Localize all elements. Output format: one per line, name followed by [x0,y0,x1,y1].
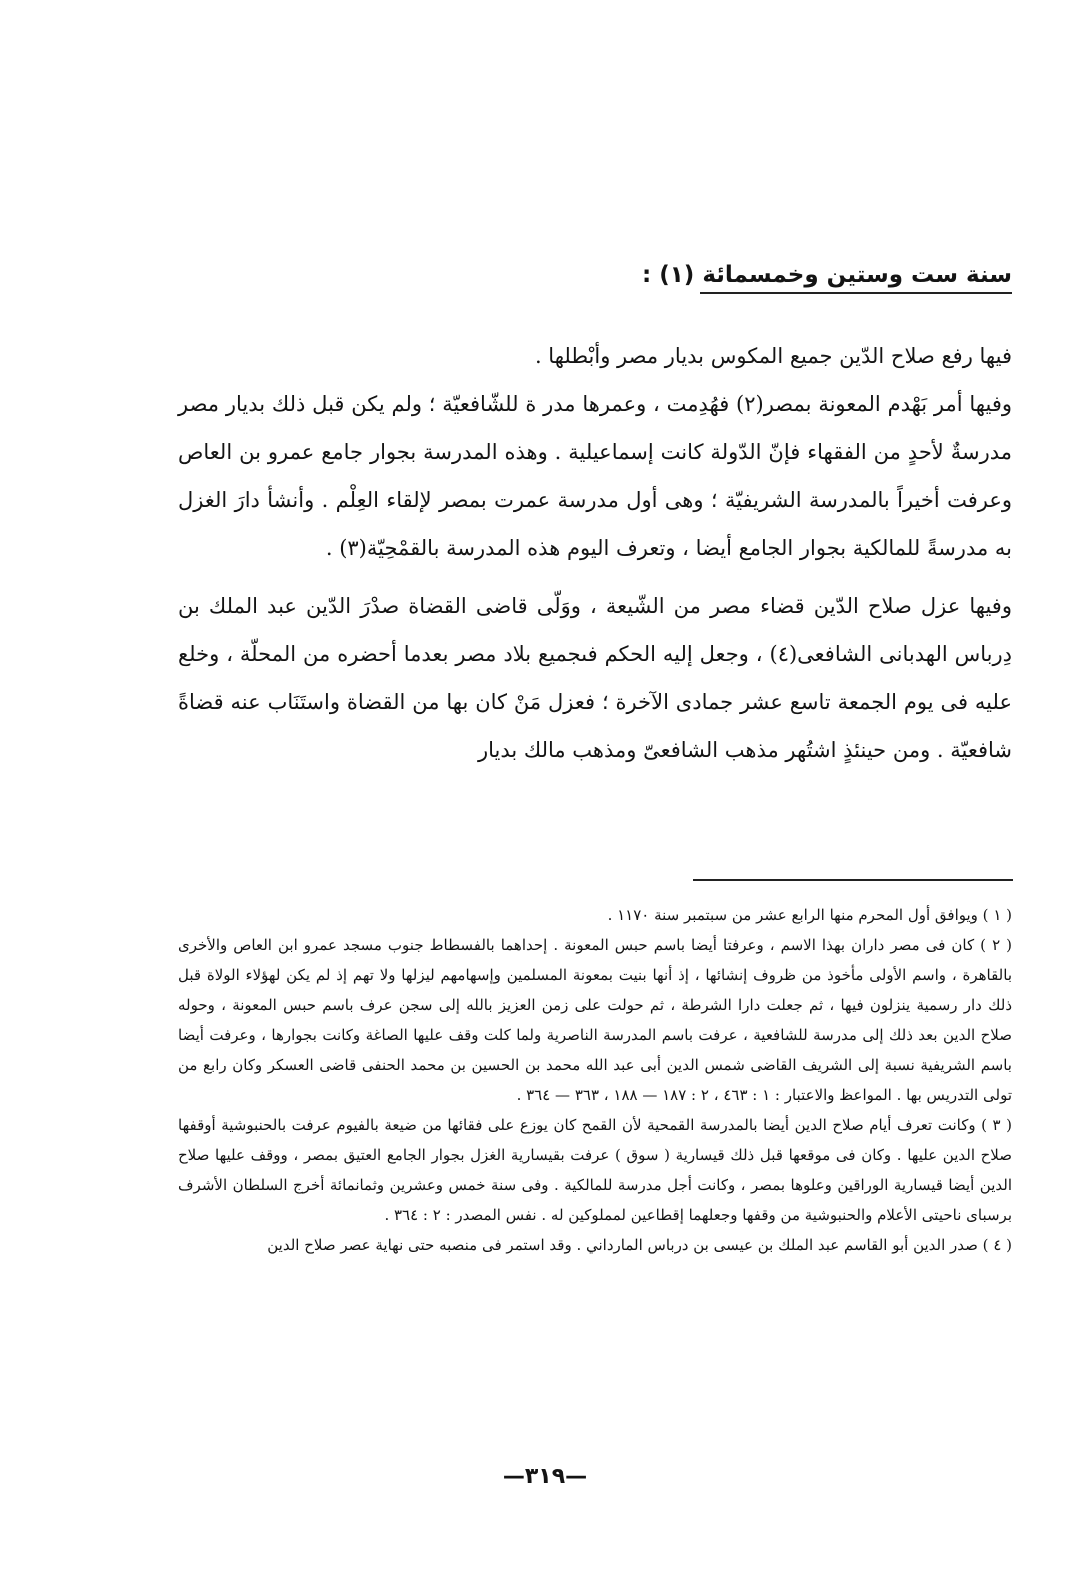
footnote: ( ٢ ) كان فى مصر داران بهذا الاسم ، وعرفتا أيضا باسم حبس المعونة . إحداهما بالفسطاط جنوب مسجد عمرو ابن العاص والأخرى بالقاهرة ، واسم الأولى مأخوذ من ظروف إنشائها ، إذ أنها بنيت بمعونة المسلمين وإسهامهم ليزلها ولا تهم إذ لم يكن لهؤلاء الولاة قبل ذلك دار رسمية ينزلون فيها ، ثم جعلت دارا الشرطة ، ثم حولت على زمن العزيز بالله إلى سجن عرف باسم حبس المعونة ، وحوله صلاح الدين بعد ذلك إلى مدرسة للشافعية ، عرفت باسم المدرسة الناصرية ولما كلت وقف عليها الصاغة وكانت بجوارها ، وعرفت أيضا باسم الشريفية نسبة إلى الشريف القاضى شمس الدين أبى عبد الله محمد بن الحسين بن محمد الحنفى قاضى العسكر وكان رابع من تولى التدريس بها . المواعظ والاعتبار : ١ : ٤٦٣ ، ٢ : ١٨٧ — ١٨٨ ، ٣٦٣ — ٣٦٤ . [178,936,1013,1104]
footnote: ( ٣ ) وكانت تعرف أيام صلاح الدين أيضا بالمدرسة القمحية لأن القمح كان يوزع على فقائها من ضيعة بالفيوم عرفت بالحنبوشية أوقفها صلاح الدين عليها . وكان فى موقعها قبل ذلك قيسارية ( سوق ) عرفت بقيسارية الغزل بجوار الجامع العتيق بمصر ، ووقف عليها صلاح الدين أيضا قيسارية الوراقين وعلوها بمصر ، وكانت أجل مدرسة للمالكية . وفى سنة خمس وعشرين وثمانمائة أخرج السلطان الأشرف برسباى ناحيتى الأعلام والحنبوشية من وقفها وجعلهما إقطاعين لمملوكين له . نفس المصدر : ٢ : ٣٦٤ . [178,1116,1012,1224]
paragraph: فيها رفع صلاح الدّين جميع المكوس بديار مصر وأبْطلها . [534,344,1012,368]
main-text [178,332,1012,774]
paragraph: وفيها عزل صلاح الدّين قضاء مصر من الشّيعة ، ووَلّى قاضى القضاة صدْرَ الدّين عبد الملك بن دِرباس الهدبانى الشافعى(٤) ، وجعل إليه الحكم فىجميع بلاد مصر بعدما أحضره من المحلّة ، وخلع عليه فى يوم الجمعة تاسع عشر جمادى الآخرة ؛ فعزل مَنْ كان بها من القضاة واستَنَاب عنه قضاةً شافعيّة . ومن حينئذٍ اشتُهر مذهب الشافعىّ ومذهب مالك بديار [178,594,1012,762]
page-number: —٣١٩— [502,1464,588,1489]
footnote-separator [693,879,1013,881]
section-heading: سنة ست وستين وخمسمائة (١) : [642,262,1012,288]
footnotes [178,900,1012,1260]
footnote: ( ١ ) ويوافق أول المحرم منها الرابع عشر من سبتمبر سنة ١١٧٠ . [607,906,1012,924]
paragraph: وفيها أمر بَهْدم المعونة بمصر(٢) فهُدِمت ، وعمرها مدر ة للشّافعيّة ؛ ولم يكن قبل ذلك بديار مصر مدرسةٌ لأحدٍ من الفقهاء فإنّ الدّولة كانت إسماعيلية . وهذه المدرسة بجوار جامع عمرو بن العاص وعرفت أخيراً بالمدرسة الشريفيّة ؛ وهى أول مدرسة عمرت بمصر لإلقاء العِلْم . وأنشأ دارَ الغزل به مدرسةً للمالكية بجوار الجامع أيضا ، وتعرف اليوم هذه المدرسة بالقمْحِيّة(٣) . [178,392,1013,560]
footnote: ( ٤ ) صدر الدين أبو القاسم عبد الملك بن عيسى بن درباس المارداني . وقد استمر فى منصبه حتى نهاية عصر صلاح الدين [267,1236,1012,1254]
heading-underline [700,292,1012,294]
